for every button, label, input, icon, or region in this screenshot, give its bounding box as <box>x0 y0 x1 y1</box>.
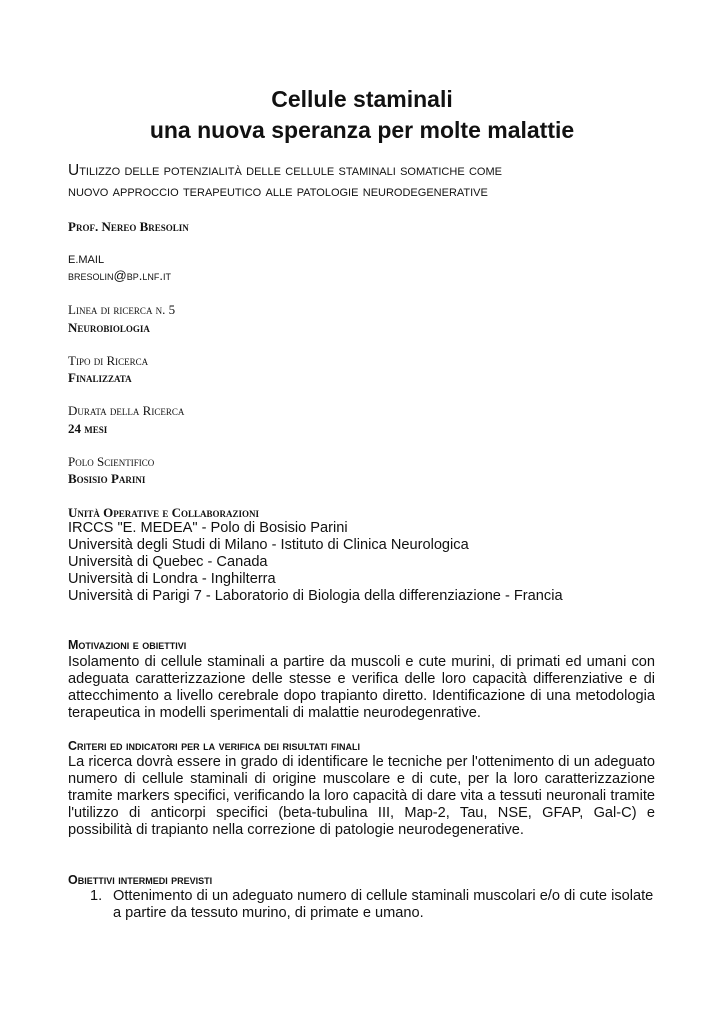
subtitle-line-2: nuovo approccio terapeutico alle patologie neurodegenerative <box>68 183 488 200</box>
unit-item: Università degli Studi di Milano - Istituto di Clinica Neurologica <box>68 537 469 553</box>
paragraph-line: attecchimento a livello cerebrale dopo trapianto diretto. Identificazione di una metodologia <box>68 688 655 704</box>
motivations-paragraph <box>68 654 655 722</box>
criteria-paragraph <box>68 754 655 839</box>
author-name: Prof. Nereo Bresolin <box>68 219 189 234</box>
research-type-value: Finalizzata <box>68 370 132 385</box>
research-type-label: Tipo di Ricerca <box>68 353 149 368</box>
paragraph-line: adeguata caratterizzazione delle stesse e verifica delle loro capacità differenziative e di <box>68 671 655 687</box>
units-heading: Unità Operative e Collaborazioni <box>68 505 260 520</box>
criteria-heading: Criteri ed indicatori per la verifica dei risultati finali <box>68 739 360 753</box>
research-duration-value: 24 mesi <box>68 421 108 436</box>
list-item-line: a partire da tessuto murino, di primate e umano. <box>113 905 424 921</box>
motivations-heading: Motivazioni e obiettivi <box>68 638 187 652</box>
list-item-number: 1. <box>90 888 103 904</box>
goals-heading: Obiettivi intermedi previsti <box>68 873 213 887</box>
email-label: E.MAIL <box>68 254 105 266</box>
unit-item: Università di Parigi 7 - Laboratorio di Biologia della differenziazione - Francia <box>68 588 563 604</box>
list-item-line: Ottenimento di un adeguato numero di cellule staminali muscolari e/o di cute isolate <box>113 888 654 904</box>
unit-item: Università di Londra - Inghilterra <box>68 571 276 587</box>
goals-list <box>90 888 655 924</box>
scientific-pole-value: Bosisio Parini <box>68 471 146 486</box>
document-title-line-2: una nuova speranza per molte malattie <box>149 117 575 143</box>
research-line-label: Linea di ricerca n. 5 <box>68 302 176 317</box>
unit-item: Università di Quebec - Canada <box>68 554 268 570</box>
paragraph-line: l'utilizzo di anticorpi specifici (beta-tubulina III, Map-2, Tau, NSE, GFAP, Gal-C) e <box>68 805 655 821</box>
document-title-line-1: Cellule staminali <box>271 86 453 112</box>
paragraph-line: Isolamento di cellule staminali a partire da muscoli e cute murini, di primati ed umani con <box>68 654 655 670</box>
paragraph-line: terapeutica in modelli sperimentali di malattie neurodegenrative. <box>68 705 481 721</box>
paragraph-line: tramite markers specifici, verificando la loro capacità di dare vita a tessuti neuronali tramite <box>68 788 655 804</box>
paragraph-line: numero di cellule staminali di origine muscolare e di cute, per la loro caratterizzazione <box>68 771 655 787</box>
paragraph-line: La ricerca dovrà essere in grado di identificare le tecniche per l'ottenimento di un adeguato <box>68 754 655 770</box>
unit-item: IRCCS "E. MEDEA" - Polo di Bosisio Parini <box>68 520 348 536</box>
scientific-pole-label: Polo Scientifico <box>68 454 155 469</box>
subtitle-line-1: Utilizzo delle potenzialità delle cellule staminali somatiche come <box>68 162 502 179</box>
research-duration-label: Durata della Ricerca <box>68 403 185 418</box>
research-line-value: Neurobiologia <box>68 320 150 335</box>
paragraph-line: possibilità di trapianto nella correzione di patologie neurodegenerative. <box>68 822 524 838</box>
email-address: bresolin@bp.lnf.it <box>68 268 171 283</box>
